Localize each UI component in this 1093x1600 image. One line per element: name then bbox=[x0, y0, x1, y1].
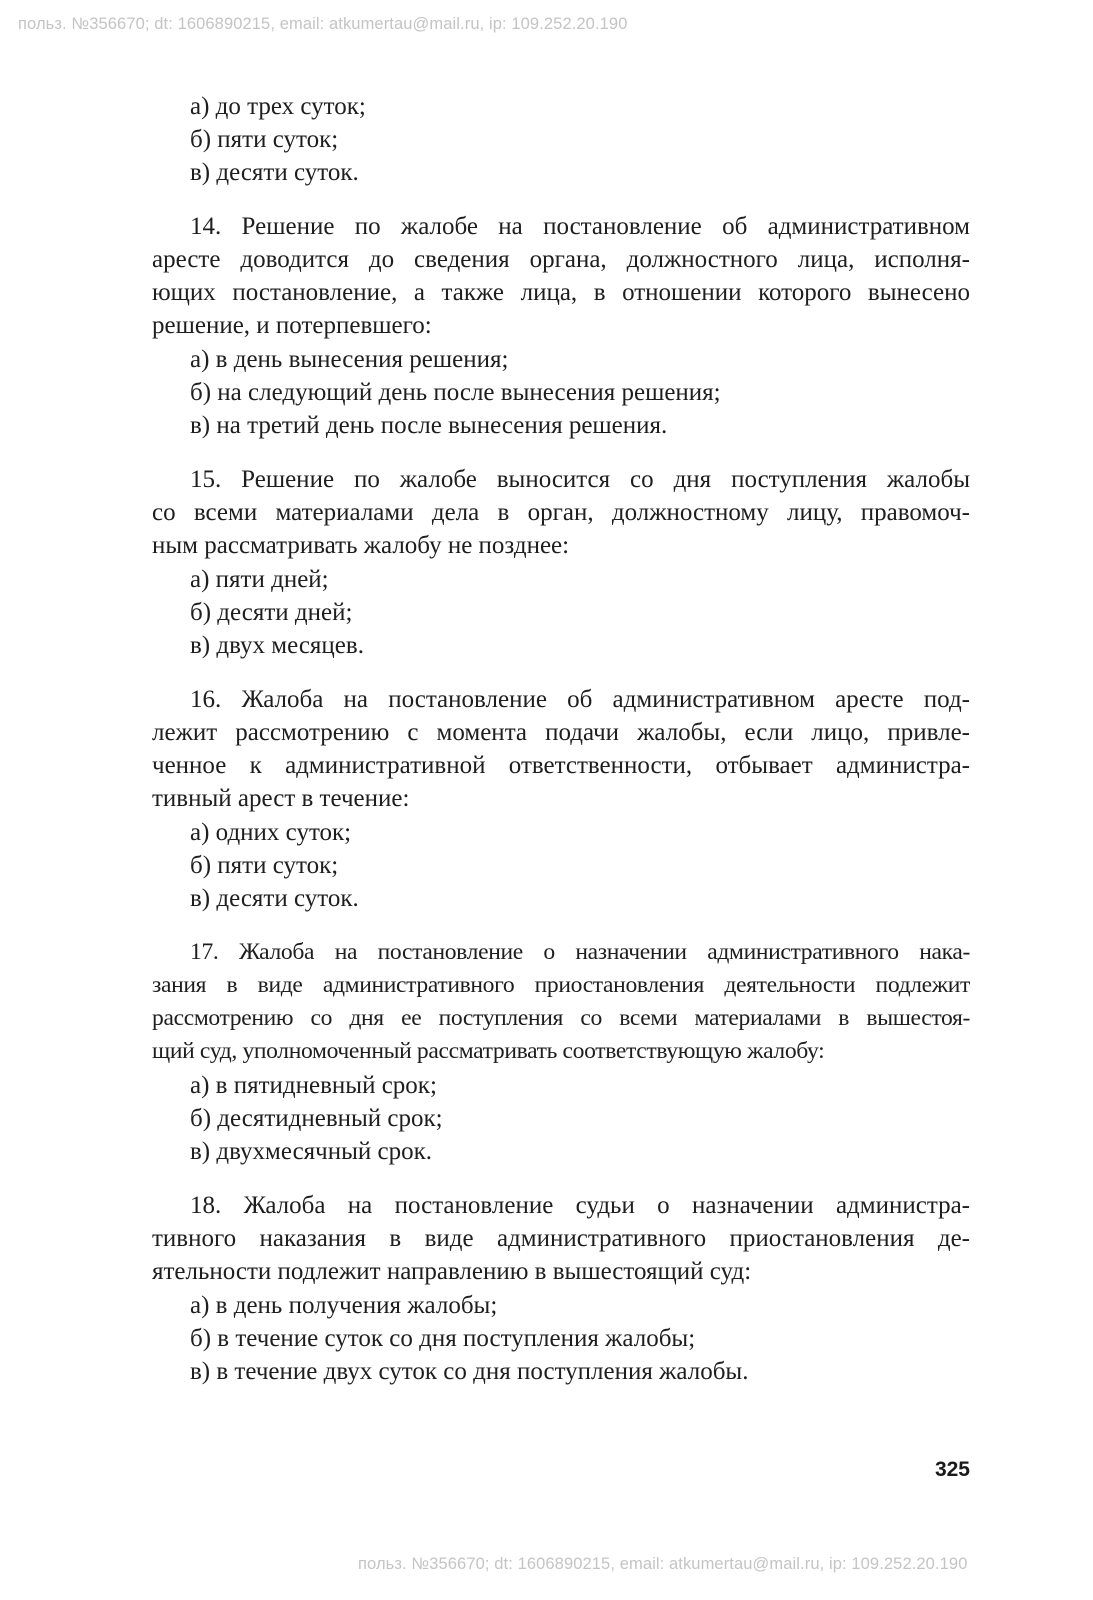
question-line: рассмотрению со дня ее поступления со всеми материалами в вышестоя- bbox=[152, 1005, 970, 1031]
question-line: 15. Решение по жалобе выносится со дня поступления жалобы bbox=[190, 466, 970, 493]
option-b: б) в течение суток со дня поступления жалобы; bbox=[190, 1325, 696, 1352]
question-17 bbox=[114, 936, 970, 1168]
question-text bbox=[114, 683, 970, 815]
option-a: а) в день вынесения решения; bbox=[190, 346, 509, 373]
question-line: 18. Жалоба на постановление судьи о назначении администра- bbox=[190, 1192, 970, 1219]
option-b: б) десятидневный срок; bbox=[190, 1105, 443, 1132]
question-line: решение, и потерпевшего: bbox=[152, 312, 432, 339]
question-text bbox=[114, 210, 970, 342]
question-line: аресте доводится до сведения органа, должностного лица, исполня- bbox=[152, 246, 970, 273]
question-14 bbox=[114, 210, 970, 442]
question-line: ятельности подлежит направлению в вышестоящий суд: bbox=[152, 1258, 752, 1285]
question-line: ющих постановление, а также лица, в отношении которого вынесено bbox=[152, 279, 970, 306]
option-a: а) в пятидневный срок; bbox=[190, 1072, 437, 1099]
question-text bbox=[114, 463, 970, 562]
question-line: со всеми материалами дела в орган, должностному лицу, правомоч- bbox=[152, 499, 970, 526]
answer-options bbox=[114, 816, 970, 915]
answer-options bbox=[114, 1289, 970, 1388]
option-b: б) пяти суток; bbox=[190, 852, 339, 879]
question-line: 14. Решение по жалобе на постановление об административном bbox=[190, 213, 970, 240]
watermark-top: польз. №356670; dt: 1606890215, email: atkumertau@mail.ru, ip: 109.252.20.190 bbox=[18, 15, 628, 33]
option-c: в) в течение двух суток со дня поступления жалобы. bbox=[190, 1358, 749, 1385]
option-b: б) десяти дней; bbox=[190, 599, 353, 626]
question-line: тивного наказания в виде административного приостановления де- bbox=[152, 1225, 970, 1252]
page-content bbox=[114, 90, 970, 1388]
option-c: в) десяти суток. bbox=[190, 885, 359, 912]
option-b: б) пяти суток; bbox=[190, 126, 339, 153]
lead-options bbox=[114, 90, 970, 189]
question-line: 16. Жалоба на постановление об административном аресте под- bbox=[190, 686, 970, 713]
watermark-bottom: польз. №356670; dt: 1606890215, email: atkumertau@mail.ru, ip: 109.252.20.190 bbox=[358, 1555, 968, 1573]
question-line: щий суд, уполномоченный рассматривать соответствующую жалобу: bbox=[152, 1038, 825, 1064]
answer-options bbox=[114, 1069, 970, 1168]
question-15 bbox=[114, 463, 970, 662]
question-16 bbox=[114, 683, 970, 915]
question-line: ченное к административной ответственности, отбывает администра- bbox=[152, 752, 970, 779]
option-c: в) десяти суток. bbox=[190, 159, 359, 186]
question-18 bbox=[114, 1189, 970, 1388]
question-line: лежит рассмотрению с момента подачи жалобы, если лицо, привле- bbox=[152, 719, 970, 746]
option-c: в) на третий день после вынесения решения. bbox=[190, 412, 668, 439]
option-a: а) пяти дней; bbox=[190, 566, 329, 593]
page-number: 325 bbox=[934, 1458, 970, 1481]
option-a: а) одних суток; bbox=[190, 819, 352, 846]
option-c: в) двухмесячный срок. bbox=[190, 1138, 433, 1165]
question-line: 17. Жалоба на постановление о назначении административного нака- bbox=[190, 939, 970, 965]
question-line: тивный арест в течение: bbox=[152, 785, 410, 812]
question-text bbox=[114, 1189, 970, 1288]
option-c: в) двух месяцев. bbox=[190, 632, 364, 659]
answer-options bbox=[114, 343, 970, 442]
question-line: зания в виде административного приостановления деятельности подлежит bbox=[152, 972, 970, 998]
option-b: б) на следующий день после вынесения решения; bbox=[190, 379, 721, 406]
question-text bbox=[114, 936, 970, 1068]
question-line: ным рассматривать жалобу не позднее: bbox=[152, 532, 570, 559]
answer-options bbox=[114, 563, 970, 662]
option-a: а) до трех суток; bbox=[190, 93, 366, 120]
option-a: а) в день получения жалобы; bbox=[190, 1292, 498, 1319]
